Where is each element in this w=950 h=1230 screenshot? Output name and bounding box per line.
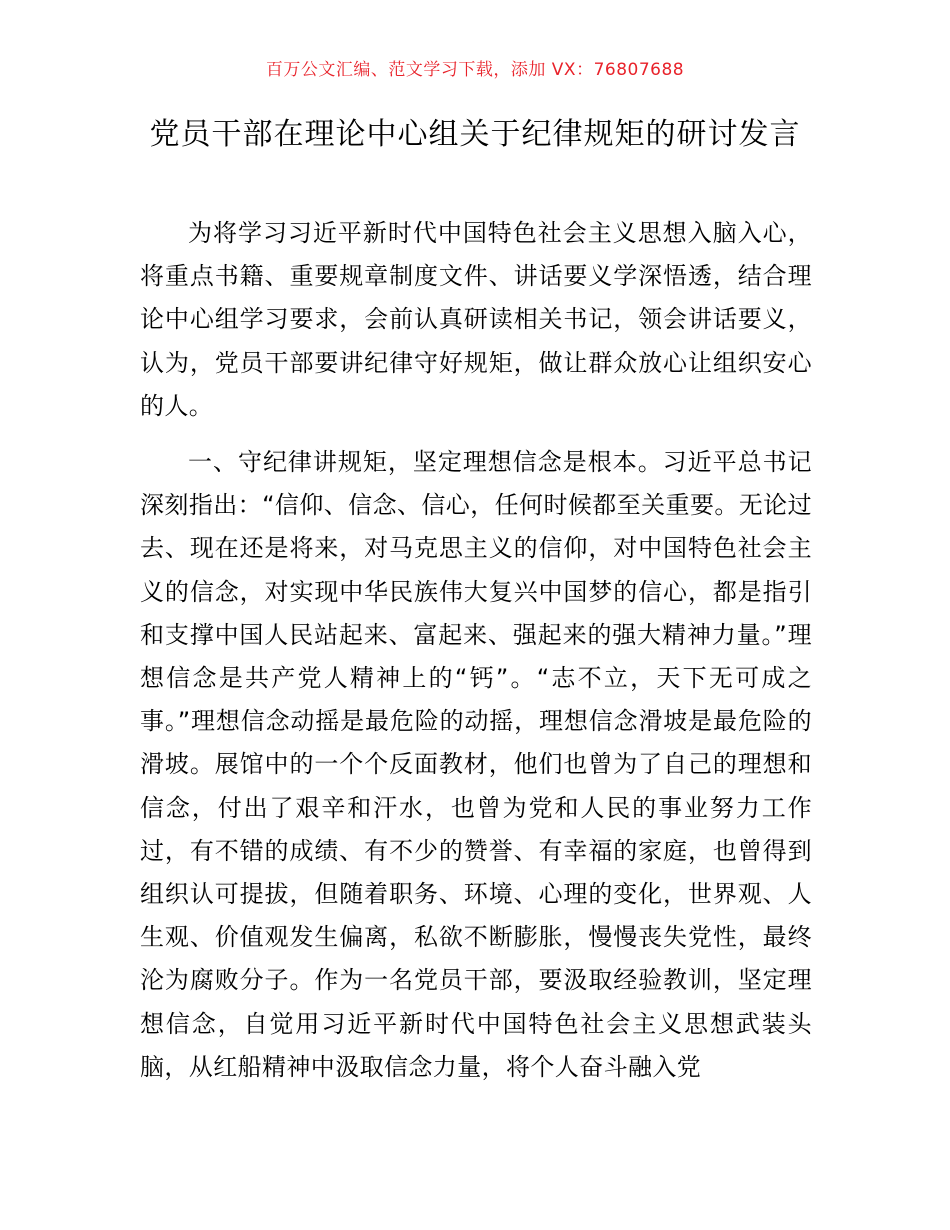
header-promo-note: 百万公文汇编、范文学习下载，添加 VX：76807688 [265,60,685,80]
document-body [140,212,812,1102]
paragraph-intro: 为将学习习近平新时代中国特色社会主义思想入脑入心，将重点书籍、重要规章制度文件、讲话要义学深悟透，结合理论中心组学习要求，会前认真研读相关书记，领会讲话要义，认为，党员干部要讲纪律守好规矩，做让群众放心让组织安心的人。 [140,219,812,420]
page-title: 党员干部在理论中心组关于纪律规矩的研讨发言 [149,117,801,152]
paragraph-section-1: 一、守纪律讲规矩，坚定理想信念是根本。习近平总书记深刻指出：“信仰、信念、信心，任何时候都至关重要。无论过去、现在还是将来，对马克思主义的信仰，对中国特色社会主义的信念，对实现中华民族伟大复兴中国梦的信心，都是指引和支撑中国人民站起来、富起来、强起来的强大精神力量。”理想信念是共产党人精神上的“钙”。“志不立，天下无可成之事。”理想信念动摇是最危险的动摇，理想信念滑坡是最危险的滑坡。展馆中的一个个反面教材，他们也曾为了自己的理想和信念，付出了艰辛和汗水，也曾为党和人民的事业努力工作过，有不错的成绩、有不少的赞誉、有幸福的家庭，也曾得到组织认可提拔，但随着职务、环境、心理的变化，世界观、人生观、价值观发生偏离，私欲不断膨胀，慢慢丧失党性，最终沦为腐败分子。作为一名党员干部，要汲取经验教训，坚定理想信念，自觉用习近平新时代中国特色社会主义思想武装头脑，从红船精神中汲取信念力量，将个人奋斗融入党 [140,448,812,1081]
